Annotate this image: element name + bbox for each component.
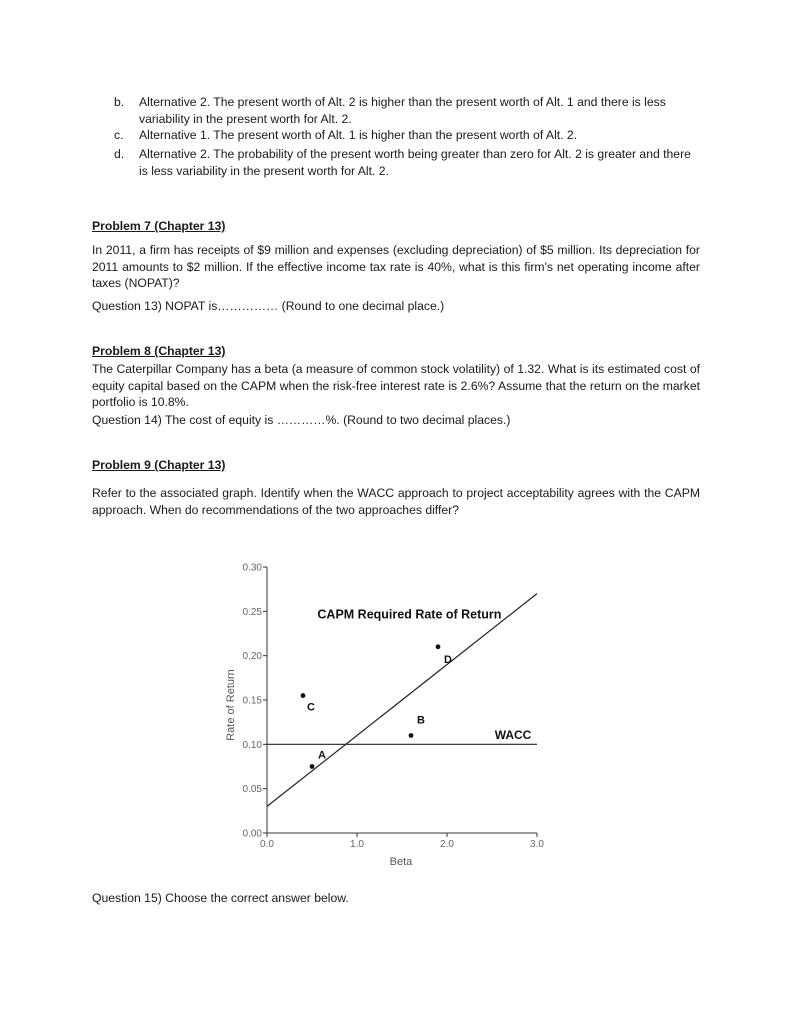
problem8-heading: Problem 8 (Chapter 13) xyxy=(92,344,226,358)
option-d-text: Alternative 2. The probability of the present worth being greater than zero for Alt. 2 is greater and there is less variability in the present worth for Alt. 2. xyxy=(139,147,691,178)
x-tick-label: 0.0 xyxy=(260,839,274,850)
problem8-body: The Caterpillar Company has a beta (a measure of common stock volatility) of 1.32. What is its estimated cost of equity capital based on the CAPM when the risk-free interest rate is 2.6%? Assume that the return on the market portfolio is 10.8%. xyxy=(92,362,700,410)
option-c-text: Alternative 1. The present worth of Alt. 1 is higher than the present worth of Alt. 2. xyxy=(139,128,578,142)
y-axis-label: Rate of Return xyxy=(225,669,237,741)
capm-line-label: CAPM Required Rate of Return xyxy=(317,607,502,622)
problem9-body: Refer to the associated graph. Identify when the WACC approach to project acceptability agrees with the CAPM approach. When do recommendations of the two approaches differ? xyxy=(92,486,700,517)
point-b xyxy=(409,733,414,738)
point-label-b: B xyxy=(417,714,425,727)
y-tick-label: 0.20 xyxy=(242,651,262,663)
option-b-text: Alternative 2. The present worth of Alt. 2 is higher than the present worth of Alt. 1 and there is less variability in the present worth for Alt. 2. xyxy=(139,95,666,126)
point-d xyxy=(436,644,441,649)
option-d-label: d. xyxy=(114,147,125,161)
x-axis-label: Beta xyxy=(389,856,413,868)
problem7-body: In 2011, a firm has receipts of $9 million and expenses (excluding depreciation) of $5 million. Its depreciation for 2011 amounts to $2 million. If the effective income tax rate is 40%, what is this firm's net operating income after taxes (NOPAT)? xyxy=(92,243,700,291)
capm-line xyxy=(267,594,537,807)
problem9-heading: Problem 9 (Chapter 13) xyxy=(92,458,226,472)
point-a xyxy=(310,764,315,769)
y-tick-label: 0.30 xyxy=(242,562,262,574)
y-tick-label: 0.25 xyxy=(242,606,262,618)
point-c xyxy=(301,693,306,698)
point-label-c: C xyxy=(307,701,315,714)
problem9-question: Question 15) Choose the correct answer below. xyxy=(92,891,349,905)
y-tick-label: 0.10 xyxy=(242,739,262,751)
wacc-line-label: WACC xyxy=(494,728,532,743)
y-tick-label: 0.00 xyxy=(242,828,262,840)
option-c-label: c. xyxy=(114,128,124,142)
problem8-question: Question 14) The cost of equity is …………%. (Round to two decimal places.) xyxy=(92,413,511,427)
y-tick-label: 0.15 xyxy=(242,695,262,707)
y-tick-label: 0.05 xyxy=(242,784,262,796)
point-label-d: D xyxy=(444,653,452,666)
x-tick-label: 3.0 xyxy=(530,839,544,850)
point-label-a: A xyxy=(318,749,326,762)
problem7-heading: Problem 7 (Chapter 13) xyxy=(92,219,226,233)
x-tick-label: 1.0 xyxy=(350,839,364,850)
problem7-question: Question 13) NOPAT is…………… (Round to one decimal place.) xyxy=(92,299,445,313)
option-b-label: b. xyxy=(114,95,125,109)
x-tick-label: 2.0 xyxy=(440,839,454,850)
